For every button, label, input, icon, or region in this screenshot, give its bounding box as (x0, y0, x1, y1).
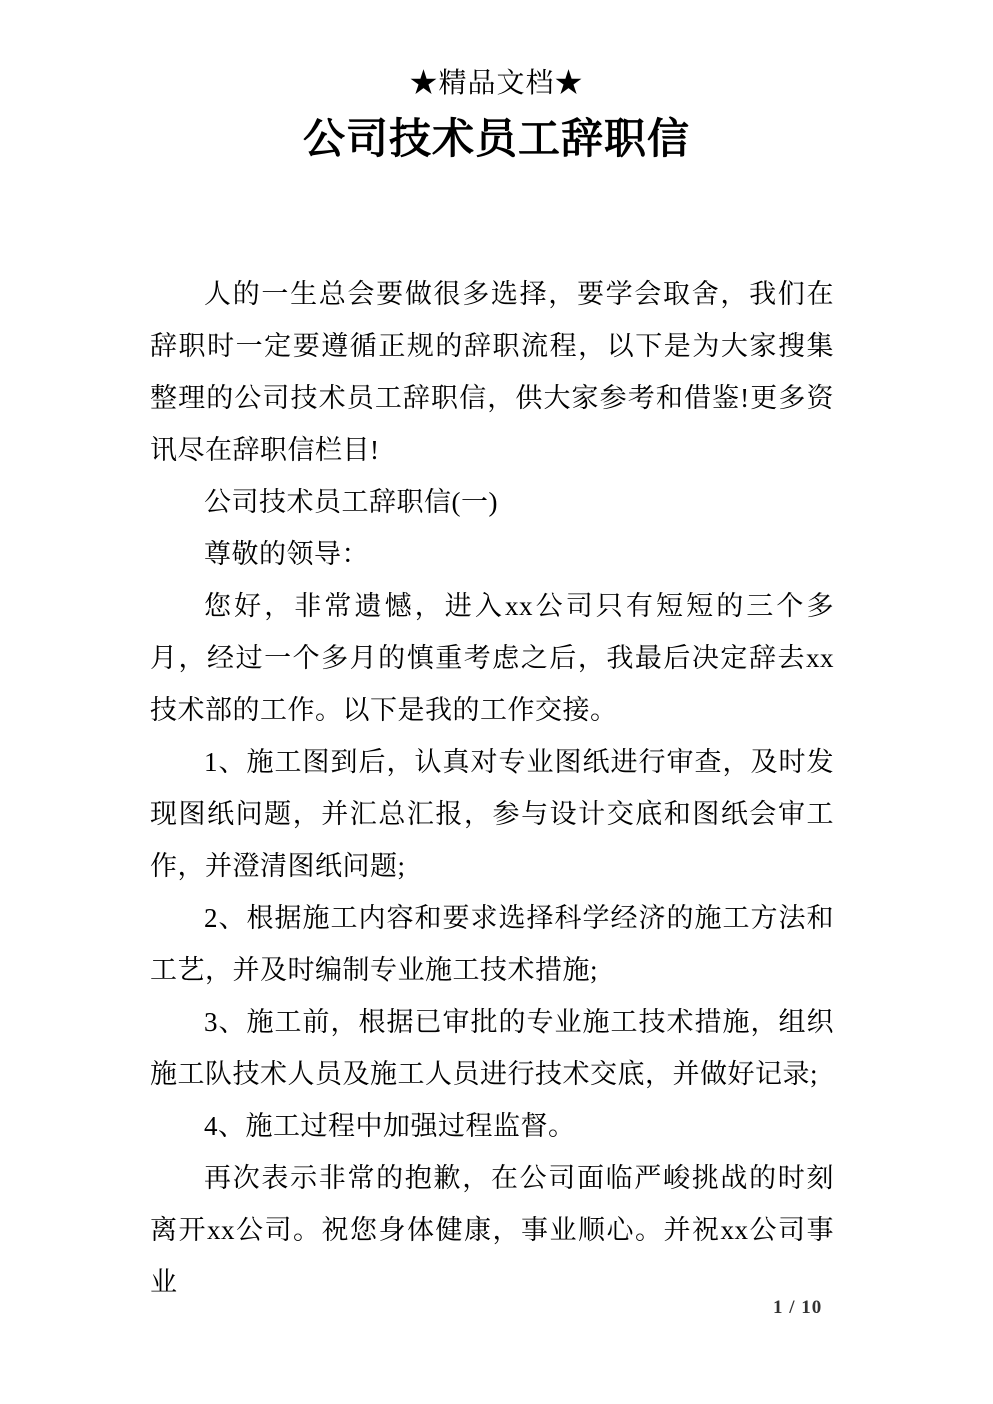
page-number-indicator: 1 / 10 (773, 1297, 823, 1318)
page-title: 公司技术员工辞职信 (302, 117, 690, 163)
letter-section-heading: 公司技术员工辞职信(一) (204, 487, 498, 517)
opening-paragraph: 您好，非常遗憾，进入xx公司只有短短的三个多月，经过一个多月的慎重考虑之后，我最后决定辞去xx技术部的工作。以下是我的工作交接。 (150, 591, 834, 725)
premium-doc-badge: ★精品文档★ (409, 68, 584, 99)
salutation-line: 尊敬的领导： (204, 539, 369, 569)
handover-item-1: 1、施工图到后，认真对专业图纸进行审查，及时发现图纸问题，并汇总汇报，参与设计交底和图纸会审工作，并澄清图纸问题; (150, 747, 834, 881)
handover-item-2: 2、根据施工内容和要求选择科学经济的施工方法和工艺，并及时编制专业施工技术措施; (150, 903, 834, 985)
document-body (150, 268, 834, 1308)
closing-paragraph: 再次表示非常的抱歉，在公司面临严峻挑战的时刻离开xx公司。祝您身体健康，事业顺心。并祝xx公司事业 (150, 1163, 834, 1297)
intro-paragraph: 人的一生总会要做很多选择，要学会取舍，我们在辞职时一定要遵循正规的辞职流程，以下是为大家搜集整理的公司技术员工辞职信，供大家参考和借鉴!更多资讯尽在辞职信栏目! (150, 279, 834, 465)
handover-item-3: 3、施工前，根据已审批的专业施工技术措施，组织施工队技术人员及施工人员进行技术交底，并做好记录; (150, 1007, 834, 1089)
handover-item-4: 4、施工过程中加强过程监督。 (204, 1111, 576, 1141)
